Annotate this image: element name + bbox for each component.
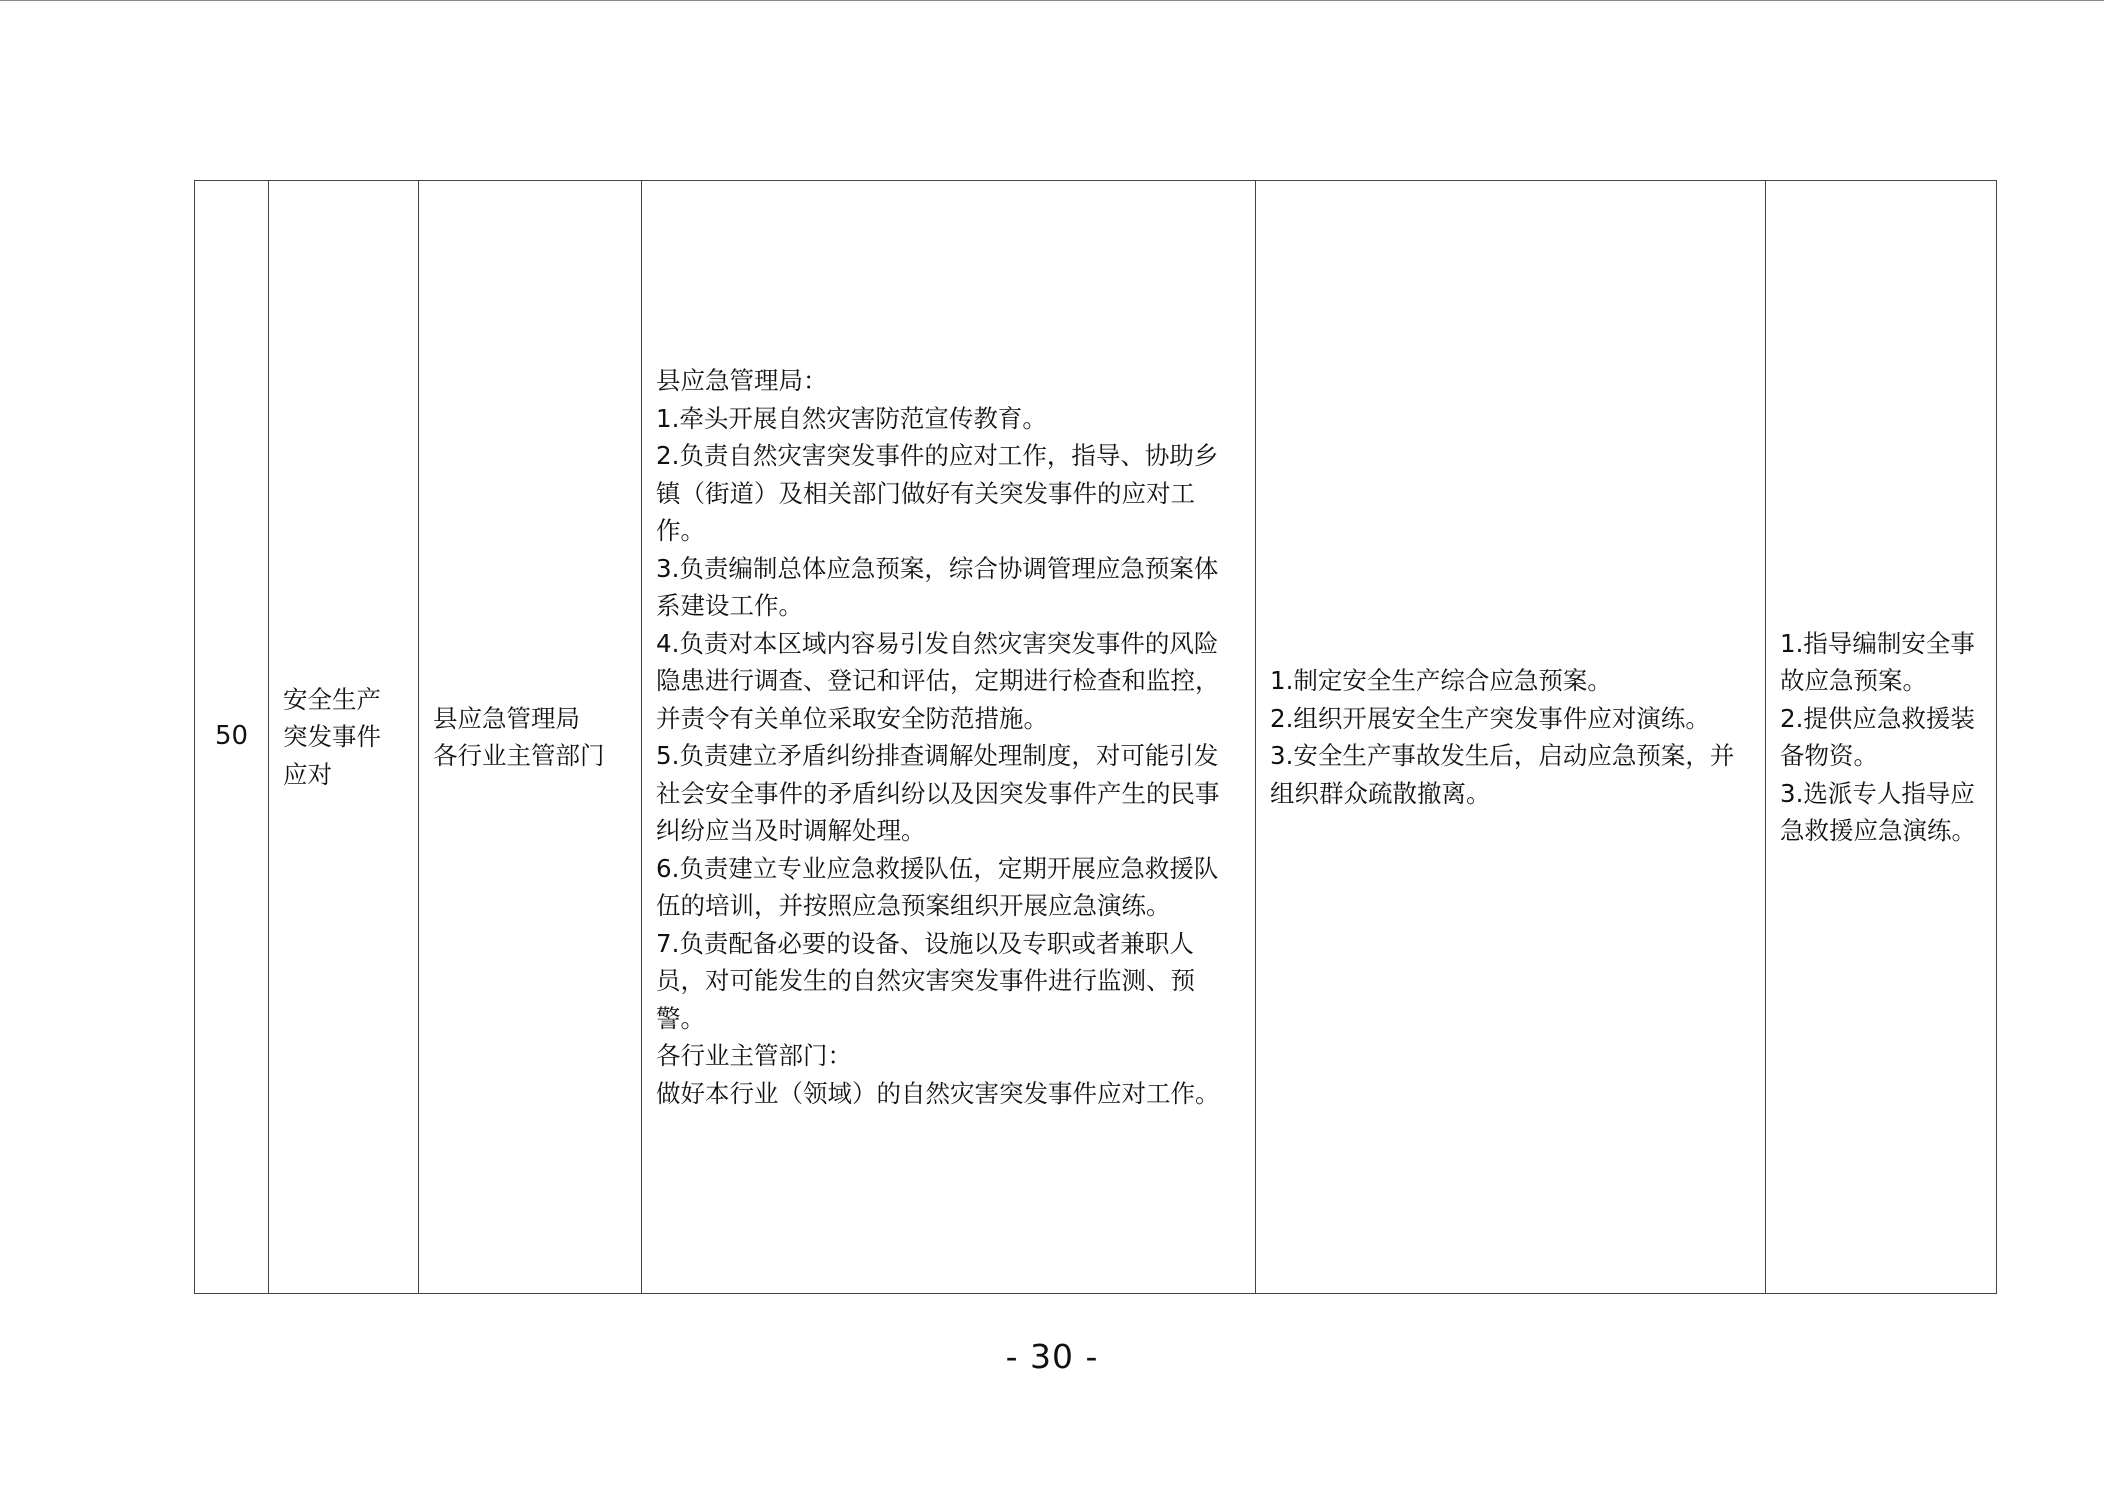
- row-number-cell: 50: [195, 181, 269, 1294]
- page-number: - 30 -: [1005, 1337, 1099, 1376]
- support-duties-cell: 1.指导编制安全事故应急预案。 2.提供应急救援装备物资。 3.选派专人指导应急救援应急演练。: [1766, 181, 1997, 1294]
- county-duties-cell: 县应急管理局： 1.牵头开展自然灾害防范宣传教育。 2.负责自然灾害突发事件的应对工作，指导、协助乡镇（街道）及相关部门做好有关突发事件的应对工作。 3.负责编制总体应急预案，综合协调管理应急预案体系建设工作。 4.负责对本区域内容易引发自然灾害突发事件的风险隐患进行调查、登记和评估，定期进行检查和监控，并责令有关单位采取安全防范措施。 5.负责建立矛盾纠纷排查调解处理制度，对可能引发社会安全事件的矛盾纠纷以及因突发事件产生的民事纠纷应当及时调解处理。 6.负责建立专业应急救援队伍，定期开展应急救援队伍的培训，并按照应急预案组织开展应急演练。 7.负责配备必要的设备、设施以及专职或者兼职人员，对可能发生的自然灾害突发事件进行监测、预警。 各行业主管部门： 做好本行业（领域）的自然灾害突发事件应对工作。: [642, 181, 1256, 1294]
- top-border-line: [0, 0, 2104, 1]
- responsible-departments-cell: 县应急管理局 各行业主管部门: [419, 181, 642, 1294]
- township-duties-cell: 1.制定安全生产综合应急预案。 2.组织开展安全生产突发事件应对演练。 3.安全生产事故发生后，启动应急预案，并组织群众疏散撤离。: [1256, 181, 1766, 1294]
- duty-table-grid: [194, 180, 1997, 1294]
- table-row: [195, 181, 1997, 1294]
- duty-table: [194, 180, 1996, 1294]
- event-type-cell: 安全生产 突发事件 应对: [269, 181, 419, 1294]
